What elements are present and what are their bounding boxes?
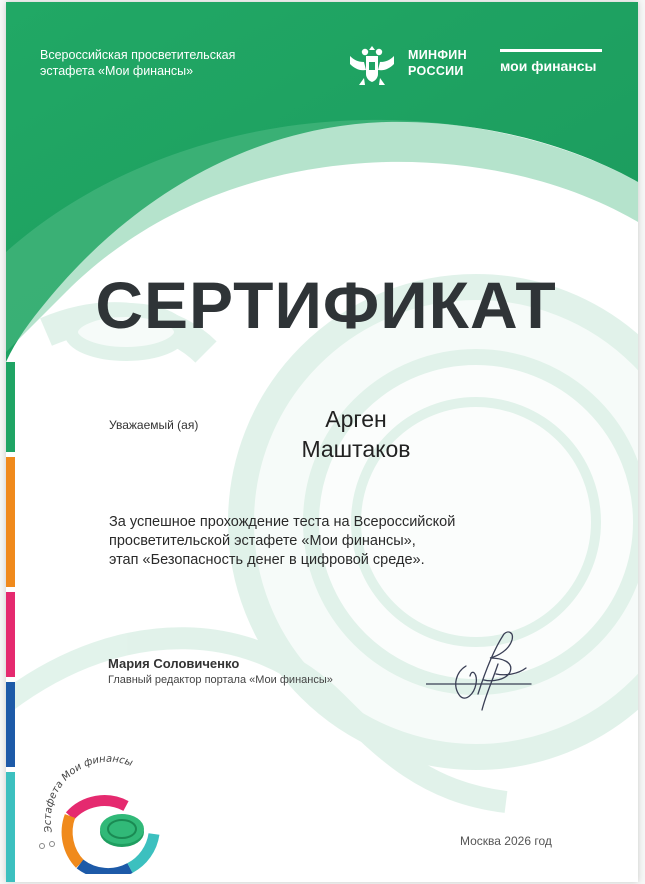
stripe-orange: [6, 457, 15, 587]
double-headed-eagle-emblem-icon: [346, 40, 398, 88]
stripe-green: [6, 362, 15, 452]
certificate-sheet: [6, 2, 638, 882]
certificate-title: СЕРТИФИКАТ: [95, 268, 557, 342]
portal-logo: мои финансы: [500, 58, 597, 74]
body-line1: За успешное прохождение теста на Всероссийской: [109, 514, 456, 530]
relay-logo-text: Эстафета Мои финансы: [42, 754, 135, 834]
portal-logo-line: [500, 49, 602, 52]
relay-coin-logo-icon: [30, 754, 180, 874]
ministry-line2: РОССИИ: [408, 64, 464, 78]
city-year: Москва 2026 год: [460, 834, 552, 848]
recipient-last-name: Маштаков: [301, 436, 411, 462]
ministry-label: [408, 47, 467, 79]
relay-title-line1: Всероссийская просветительская: [40, 48, 236, 62]
relay-title-line2: эстафета «Мои финансы»: [40, 64, 194, 78]
recipient-first-name: Арген: [325, 406, 387, 432]
certificate-body: [109, 513, 509, 570]
stripe-blue: [6, 682, 15, 767]
signature-scribble-icon: [426, 624, 536, 714]
signer-role: Главный редактор портала «Мои финансы»: [108, 674, 333, 686]
body-line2: просветительской эстафете «Мои финансы»,: [109, 533, 416, 549]
greeting: Уважаемый (ая): [109, 418, 199, 432]
relay-title: [40, 47, 280, 79]
signer-name: Мария Соловиченко: [108, 656, 240, 671]
ministry-line1: МИНФИН: [408, 48, 467, 62]
stripe-pink: [6, 592, 15, 677]
stripe-teal: [6, 772, 15, 882]
body-line3: этап «Безопасность денег в цифровой среде».: [109, 552, 425, 568]
